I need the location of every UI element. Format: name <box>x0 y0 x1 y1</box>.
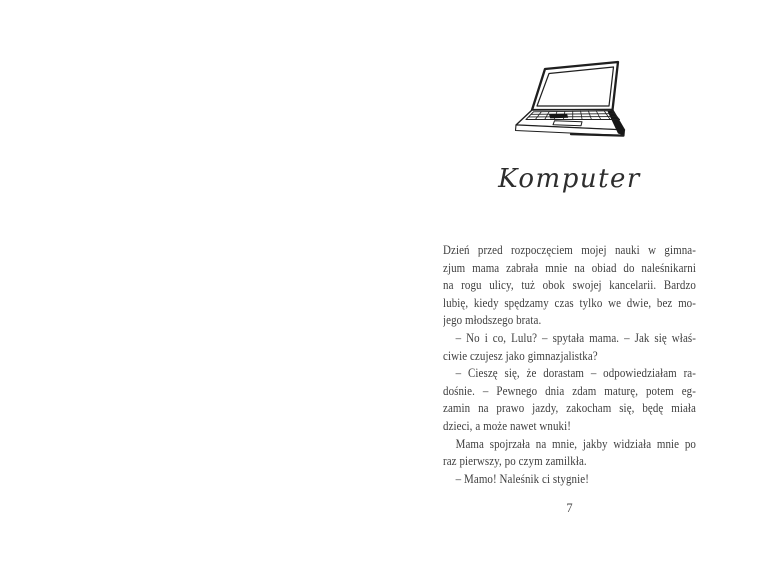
text-line: na rogu ulicy, tuż obok swojej kancelarii. Bardzo <box>443 277 696 293</box>
text-line: dzieci, a może nawet wnuki! <box>443 417 571 433</box>
text-line: Dzień przed rozpoczęciem mojej nauki w gimna- <box>443 242 696 257</box>
laptop-icon <box>511 60 631 144</box>
text-line: Mama spojrzała na mnie, jakby widziała mnie po <box>455 435 696 451</box>
text-line: – Cieszę się, że dorastam – odpowiedziałam ra- <box>455 365 696 381</box>
body-text <box>443 241 696 487</box>
text-line: dośnie. – Pewnego dnia zdam maturę, potem eg- <box>443 382 696 398</box>
text-line: – Mamo! Naleśnik ci stygnie! <box>455 470 589 486</box>
laptop-illustration <box>511 60 631 144</box>
text-line: – No i co, Lulu? – spytała mama. – Jak się właś- <box>455 329 696 345</box>
text-line: lubię, kiedy spędzamy czas tylko we dwie, bez mo- <box>443 294 696 310</box>
page-number: 7 <box>566 501 573 515</box>
text-line: zamin na prawo jazdy, zakocham się, będę miała <box>443 400 696 416</box>
chapter-title: Komputer <box>498 164 641 194</box>
text-line: ciwie czujesz jako gimnazjalistka? <box>443 347 598 363</box>
text-line: jego młodszego brata. <box>443 312 542 328</box>
text-line: zjum mama zabrała mnie na obiad do naleśnikarni <box>443 259 696 275</box>
text-line: raz pierwszy, po czym zamilkła. <box>443 453 587 469</box>
